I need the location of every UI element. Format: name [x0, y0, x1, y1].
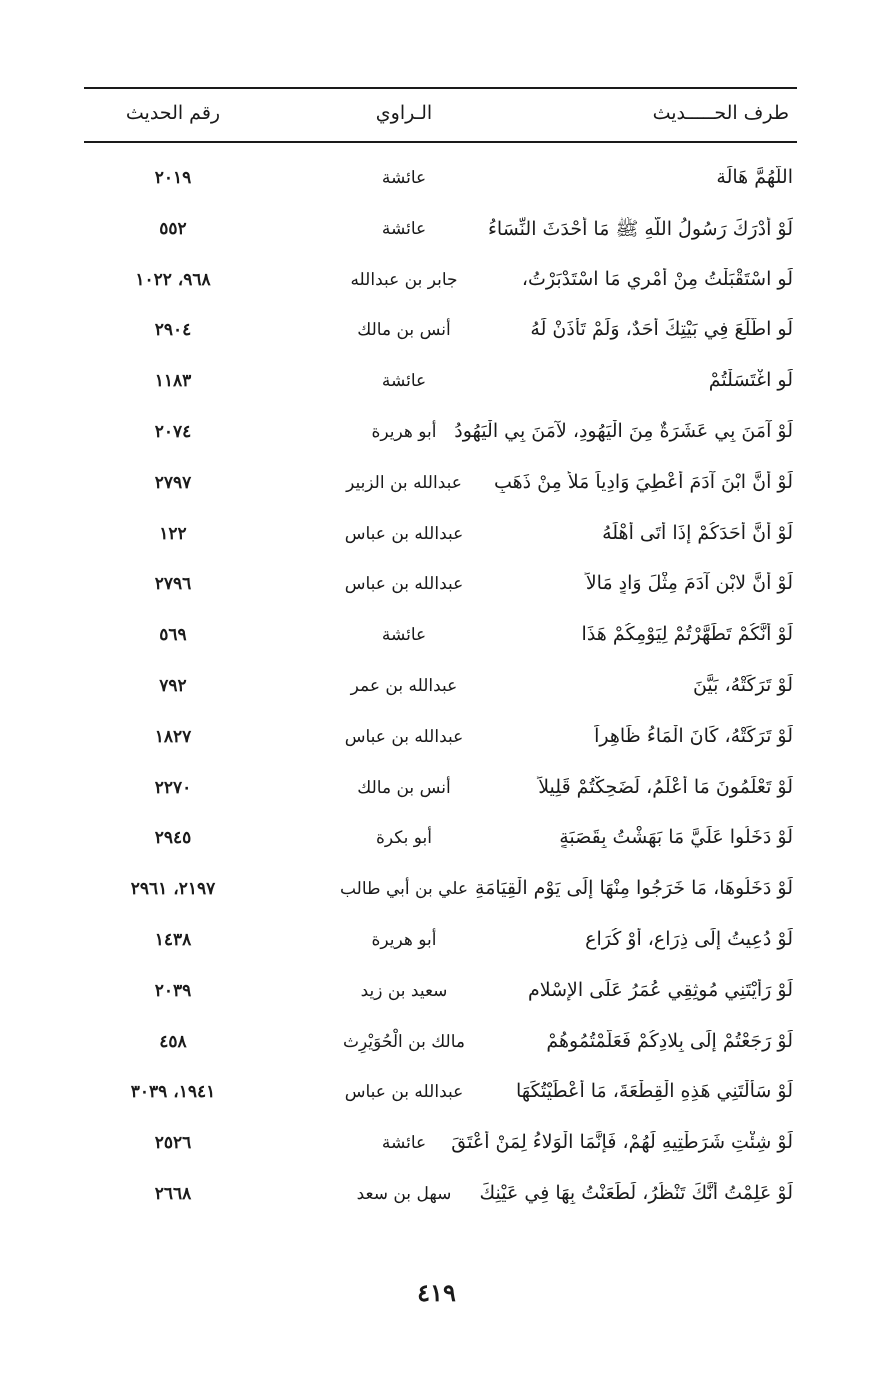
- hadith-index-table: [84, 160, 797, 1227]
- header-top-rule: [84, 87, 797, 89]
- narrator-name: عبدالله بن عباس: [344, 523, 464, 544]
- hadith-text: لَوْ رَجَعْتُمْ إِلَى بِلادِكُمْ فَعَلَّمْتُمُوهُمْ: [546, 1029, 793, 1052]
- hadith-number: ٥٦٩: [159, 625, 187, 646]
- narrator-name: أنس بن مالك: [357, 777, 451, 798]
- hadith-text: لَوْ أَنَّ أَحَدَكُمْ إِذَا أَتَى أَهْلَهُ: [602, 521, 793, 544]
- table-row: [84, 1176, 797, 1227]
- hadith-text: لَوْ شِئْتِ شَرَطْتِيهِ لَهُمْ، فَإِنَّمَا الْوَلاءُ لِمَنْ أَعْتَقَ: [451, 1131, 793, 1154]
- header-bottom-rule: [84, 141, 797, 143]
- hadith-text: اللَّهُمَّ هَالَة: [716, 166, 793, 188]
- hadith-number: ٢٦٦٨: [154, 1183, 192, 1204]
- narrator-name: عائشة: [381, 1133, 427, 1154]
- hadith-number: ٢٢٧٠: [154, 777, 192, 798]
- table-row: [84, 160, 797, 211]
- narrator-name: جابر بن عبدالله: [350, 269, 458, 290]
- hadith-text: لَوْ تَرَكَتْهُ، بَيَّنَ: [692, 673, 793, 696]
- table-row: [84, 363, 797, 414]
- narrator-name: أبو هريرة: [371, 929, 437, 950]
- narrator-name: مالك بن الْحُوَيْرِث: [342, 1031, 466, 1052]
- hadith-number: ١٨٢٧: [154, 726, 192, 747]
- table-row: [84, 262, 797, 313]
- narrator-name: سعيد بن زيد: [360, 980, 448, 1001]
- hadith-text: لَوِ اسْتَقْبَلْتُ مِنْ أَمْرِي مَا اسْتَدْبَرْتُ،: [521, 267, 793, 290]
- table-row: [84, 770, 797, 821]
- table-row: [84, 719, 797, 770]
- hadith-number: ٢٧٩٧: [154, 472, 192, 493]
- hadith-text: لَوْ رَأَيْتَنِي مُوثِقِي عُمَرُ عَلَى الإِسْلامِ: [528, 978, 793, 1001]
- table-row: [84, 211, 797, 262]
- table-row: [84, 1024, 797, 1075]
- narrator-name: أبو هريرة: [371, 421, 437, 442]
- hadith-text: لَوِ اطَّلَعَ فِي بَيْتِكَ أَحَدٌ، وَلَمْ تَأْذَنْ لَهُ: [530, 318, 793, 341]
- header-hadith-number: رقم الحديث: [125, 102, 221, 124]
- narrator-name: سهل بن سعد: [356, 1183, 452, 1204]
- hadith-text: لَوِ اغْتَسَلْتُمْ: [708, 369, 793, 392]
- narrator-name: أبو بكرة: [375, 828, 433, 849]
- hadith-number: ٢٠١٩: [154, 168, 192, 188]
- narrator-name: عبدالله بن الزبير: [346, 472, 462, 493]
- table-row: [84, 820, 797, 871]
- narrator-name: عائشة: [381, 625, 427, 646]
- hadith-text: لَوْ تَعْلَمُونَ مَا أَعْلَمُ، لَضَحِكْتُمْ قَلِيلاً: [538, 775, 793, 798]
- narrator-name: عائشة: [381, 371, 427, 392]
- table-row: [84, 566, 797, 617]
- hadith-number: ٧٩٢: [159, 675, 187, 696]
- header-narrator: الـراوي: [375, 102, 433, 124]
- hadith-number: ٢٧٩٦: [154, 574, 192, 595]
- hadith-number: ٢٠٧٤: [154, 421, 192, 442]
- table-row: [84, 516, 797, 567]
- hadith-number: ٢٩٤٥: [154, 828, 192, 849]
- hadith-text: لَوْ أَنَّكُمْ تَطَهَّرْتُمْ لِيَوْمِكُمْ هَذَا: [581, 623, 793, 646]
- hadith-text: لَوْ تَرَكَتْهُ، كَانَ الْمَاءُ ظَاهِراً: [594, 724, 793, 747]
- table-row: [84, 668, 797, 719]
- table-row: [84, 312, 797, 363]
- hadith-number: ٢١٩٧، ٢٩٦١: [130, 879, 216, 900]
- hadith-text: لَوْ دُعِيتُ إِلَى ذِرَاعٍ، أَوْ كُرَاعٍ: [585, 927, 793, 950]
- hadith-text: لَوْ دَخَلُوا عَلَيَّ مَا بَهَشْتُ بِقَصَبَةٍ: [559, 826, 793, 849]
- table-row: [84, 1074, 797, 1125]
- hadith-number: ٩٦٨، ١٠٢٢: [135, 269, 211, 290]
- table-row: [84, 617, 797, 668]
- hadith-number: ١٩٤١، ٣٠٣٩: [130, 1082, 216, 1103]
- table-header: [84, 96, 797, 136]
- narrator-name: عبدالله بن عباس: [344, 1082, 464, 1103]
- hadith-number: ٢٥٢٦: [154, 1133, 192, 1154]
- hadith-text: لَوْ دَخَلُوهَا، مَا خَرَجُوا مِنْهَا إِلَى يَوْمِ الْقِيَامَةِ: [475, 877, 793, 900]
- table-row: [84, 973, 797, 1024]
- hadith-text: لَوْ أَنَّ ابْنَ آدَمَ أُعْطِيَ وَادِياً مَلأً مِنْ ذَهَبٍ: [493, 470, 793, 493]
- table-row: [84, 922, 797, 973]
- narrator-name: أنس بن مالك: [357, 320, 451, 341]
- hadith-number: ٢٠٣٩: [154, 980, 192, 1001]
- narrator-name: عائشة: [381, 218, 427, 239]
- hadith-text: لَوْ آمَنَ بِي عَشَرَةٌ مِنَ الْيَهُودِ، لآمَنَ بِي الْيَهُودُ: [454, 419, 793, 442]
- hadith-text: لَوْ سَأَلْتَنِي هَذِهِ الْقِطْعَةَ، مَا أَعْطَيْتُكَهَا: [516, 1080, 793, 1103]
- narrator-name: علي بن أبي طالب: [339, 879, 469, 900]
- table-row: [84, 465, 797, 516]
- hadith-number: ١٢٢: [159, 523, 187, 544]
- hadith-number: ١٤٣٨: [154, 929, 192, 950]
- header-hadith-text: طرف الحـــــديث: [652, 102, 789, 124]
- narrator-name: عبدالله بن عمر: [350, 675, 458, 696]
- hadith-number: ١١٨٣: [154, 371, 192, 392]
- hadith-number: ٢٩٠٤: [154, 320, 192, 341]
- hadith-number: ٥٥٢: [159, 218, 187, 239]
- hadith-number: ٤٥٨: [159, 1031, 187, 1052]
- hadith-text: لَوْ أَدْرَكَ رَسُولُ اللَّهِ ﷺ مَا أَحْدَثَ النِّسَاءُ: [488, 217, 793, 240]
- table-row: [84, 414, 797, 465]
- narrator-name: عائشة: [381, 168, 427, 188]
- narrator-name: عبدالله بن عباس: [344, 726, 464, 747]
- hadith-text: لَوْ أَنَّ لابْنِ آدَمَ مِثْلَ وَادٍ مَالاً: [585, 572, 793, 595]
- table-row: [84, 871, 797, 922]
- hadith-text: لَوْ عَلِمْتُ أَنَّكَ تَنْظُرُ، لَطَعَنْتُ بِهَا فِي عَيْنِكَ: [479, 1181, 793, 1204]
- page-number: ٤١٩: [417, 1278, 456, 1307]
- table-row: [84, 1125, 797, 1176]
- narrator-name: عبدالله بن عباس: [344, 574, 464, 595]
